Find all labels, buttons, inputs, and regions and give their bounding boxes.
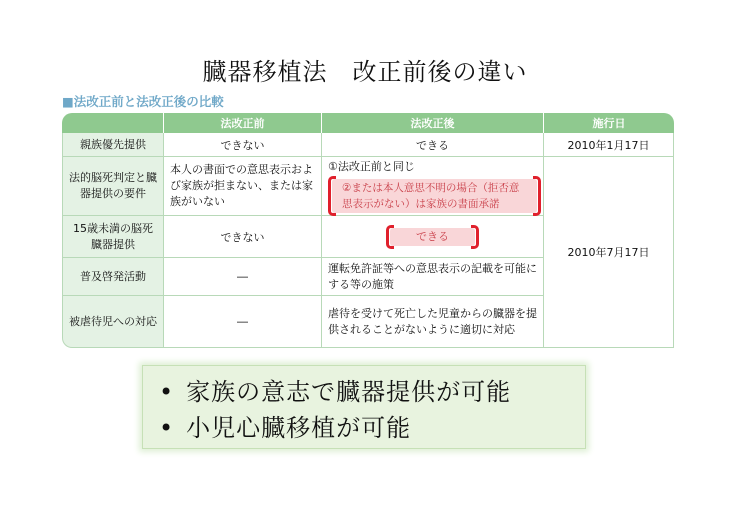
table-header-row xyxy=(62,113,674,133)
cell-date: 2010年7月17日 xyxy=(544,157,674,348)
row-label: 被虐待児への対応 xyxy=(62,296,164,348)
row-label: 普及啓発活動 xyxy=(62,258,164,296)
header-before: 法改正前 xyxy=(164,113,322,133)
cell-before: ― xyxy=(164,258,322,296)
header-after: 法改正後 xyxy=(322,113,544,133)
cell-after xyxy=(322,157,544,216)
cell-after: 虐待を受けて死亡した児童からの臓器を提供されることがないように適切に対応 xyxy=(322,296,544,348)
cell-before: できない xyxy=(164,133,322,157)
bullet-icon: • xyxy=(159,414,175,442)
cell-after: 運転免許証等への意思表示の記載を可能にする等の施策 xyxy=(322,258,544,296)
comparison-table xyxy=(62,113,674,348)
row-label: 15歳未満の脳死臓器提供 xyxy=(62,216,164,258)
cell-date: 2010年1月17日 xyxy=(544,133,674,157)
summary-item xyxy=(159,408,411,443)
comparison-table-wrapper xyxy=(62,113,674,359)
summary-callout xyxy=(142,365,586,449)
row-label: 法的脳死判定と臓器提供の要件 xyxy=(62,157,164,216)
section-subtitle: ■法改正前と法改正後の比較 xyxy=(62,94,224,109)
cell-before: ― xyxy=(164,296,322,348)
bullet-icon: • xyxy=(159,378,175,406)
summary-item-text: 家族の意志で臓器提供が可能 xyxy=(186,378,512,406)
cell-before: できない xyxy=(164,216,322,258)
after-condition-1: ①法改正前と同じ xyxy=(328,160,415,173)
table-row xyxy=(62,133,674,157)
header-item xyxy=(62,113,164,133)
cell-after xyxy=(322,216,544,258)
row-label: 親族優先提供 xyxy=(62,133,164,157)
highlight-box: ②または本人意思不明の場合（拒否意思表示がない）は家族の書面承諾 xyxy=(332,179,537,213)
highlight-box: できる xyxy=(390,228,475,246)
summary-item xyxy=(159,372,511,407)
cell-after: できる xyxy=(322,133,544,157)
page-title: 臓器移植法 改正前後の違い xyxy=(202,58,528,86)
summary-item-text: 小児心臓移植が可能 xyxy=(186,414,412,442)
table-row xyxy=(62,157,674,216)
header-date: 施行日 xyxy=(544,113,674,133)
cell-before: 本人の書面での意思表示および家族が拒まない、または家族がいない xyxy=(164,157,322,216)
